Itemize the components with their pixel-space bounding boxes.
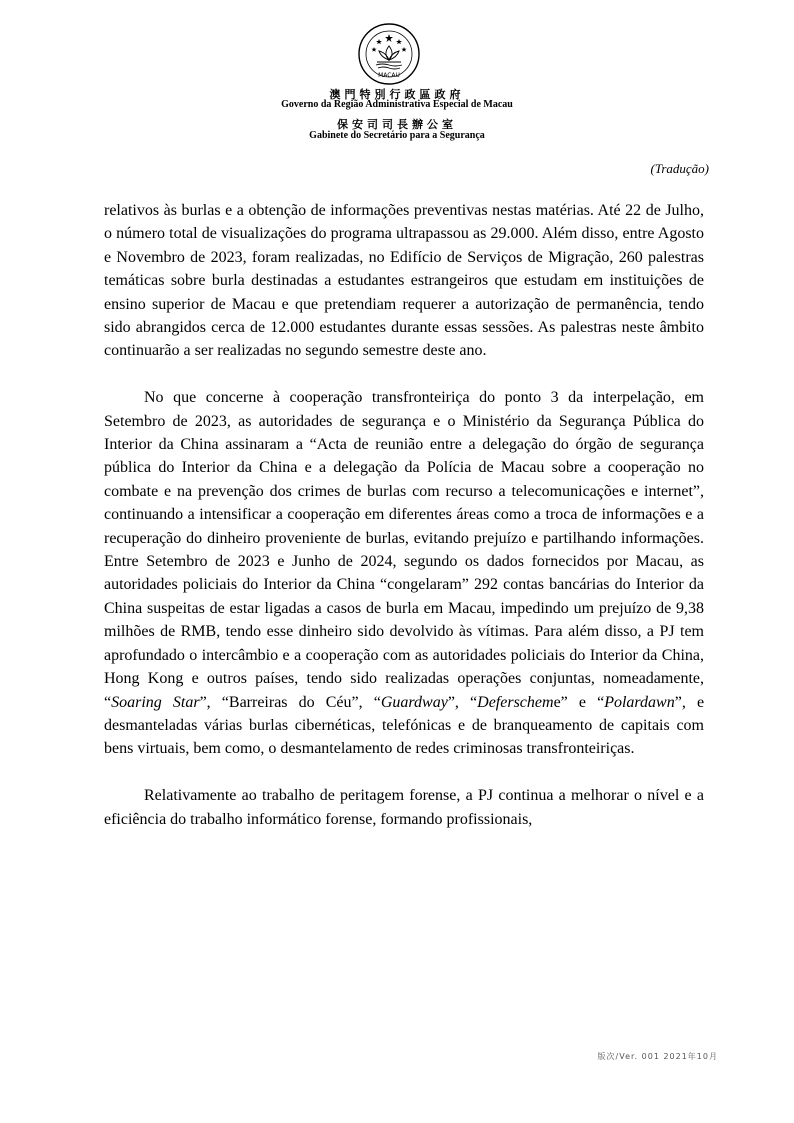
operation-name: Guardway [380,693,448,711]
operation-name: Deferschem [477,693,554,711]
macau-emblem [357,22,421,86]
operation-name: Polardawn [604,693,675,711]
government-name-chinese: 澳門特別行政區政府 [329,89,465,101]
version-footer: 版次/Ver. 001 2021年10月 [597,1052,718,1061]
document-body [104,199,704,831]
emblem-label: MACAU [378,72,400,79]
operation-name: Soaring Star [111,693,200,711]
paragraph-forensics: Relativamente ao trabalho de peritagem forense, a PJ continua a melhorar o nível e a eficiência do trabalho informático forense, formando profissionais, [104,787,704,828]
office-name-portuguese: Gabinete do Secretário para a Segurança [309,130,485,141]
translation-note: (Tradução) [650,161,709,176]
office-name-chinese: 保安司司長辦公室 [337,119,457,131]
paragraph-cross-border-cooperation: No que concerne à cooperação transfronteiriça do ponto 3 da interpelação, em Setembro de 2023, as autoridades de segurança e o Ministério da Segurança Pública do Interior da China assinaram a “Acta de reunião entre a delegação do órgão de segurança pública do Interior da China e a delegação da Polícia de Macau sobre a cooperação no combate e na prevenção dos crimes de burlas com recurso a telecomunicações e internet”, continuando a intensificar a cooperação em diferentes áreas como a troca de informações e a recuperação do dinheiro proveniente de burlas, evitando prejuízo e partilhando informações. Entre Setembro de 2023 e Junho de 2024, segundo os dados fornecidos por Macau, as autoridades policiais do Interior da China “congelaram” 292 contas bancárias do Interior da China suspeitas de estar ligadas a casos de burla em Macau, impedindo um prejuízo de 9,38 milhões de RMB, tendo esse dinheiro sido devolvido às vítimas. Para além disso, a PJ tem aprofundado o intercâmbio e a cooperação com as autoridades policiais do Interior da China, Hong Kong e outros países, tendo sido realizadas operações conjuntas, nomeadamente, “Soaring Star”, “Barreiras do Céu”, “Guardway”, “Deferscheme” e “Polardawn”, e desmanteladas várias burlas cibernéticas, telefónicas e de branqueamento de capitais com bens virtuais, bem como, o desmantelamento de redes criminosas transfronteiriças. [104,389,705,758]
government-name-portuguese: Governo da Região Administrativa Especial de Macau [281,99,513,110]
paragraph-awareness: relativos às burlas e a obtenção de informações preventivas nestas matérias. Até 22 de Julho, o número total de visualizações do programa ultrapassou as 29.000. Além disso, entre Agosto e Novembro de 2023, foram realizadas, no Edifício de Serviços de Migração, 260 palestras temáticas sobre burla destinadas a estudantes estrangeiros que estudam em instituições de ensino superior de Macau e que pretendiam requerer a autorização de permanência, tendo sido abrangidos cerca de 12.000 estudantes durante essas sessões. As palestras neste âmbito continuarão a ser realizadas no segundo semestre deste ano. [104,202,704,360]
